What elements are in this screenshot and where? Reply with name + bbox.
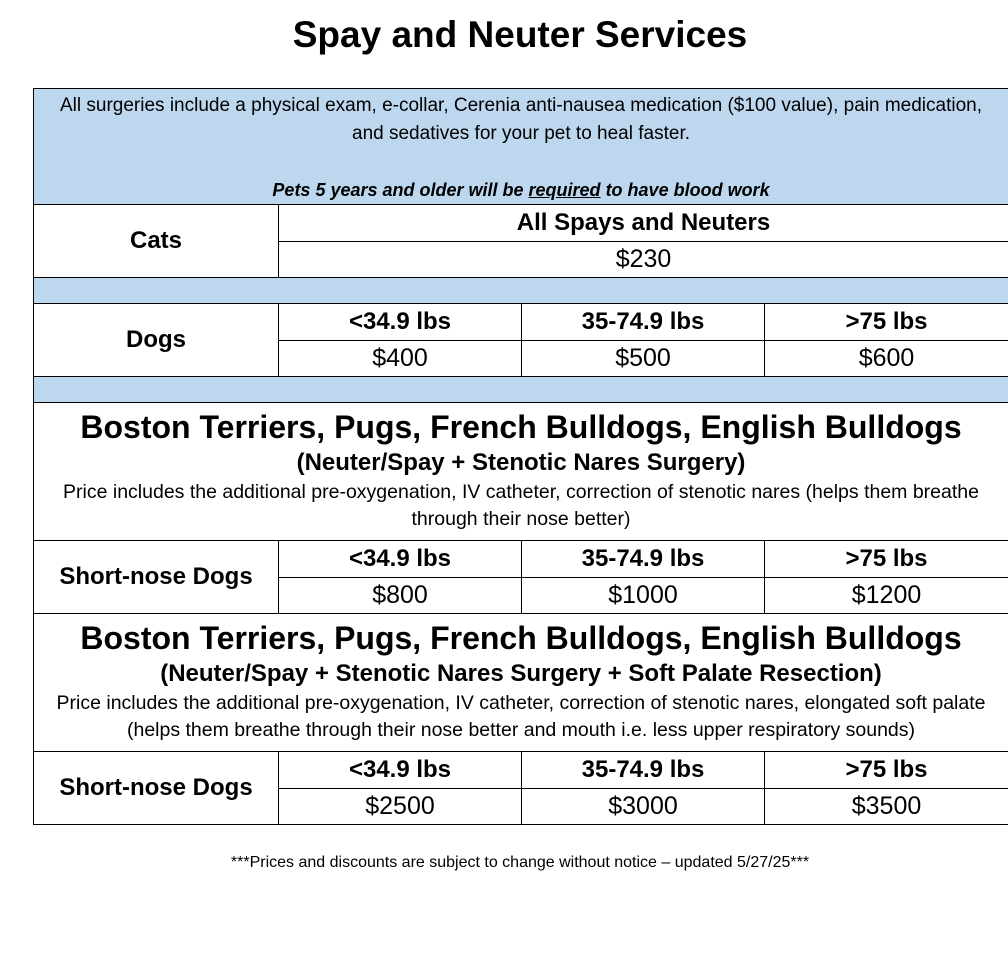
procedure-name: (Neuter/Spay + Stenotic Nares Surgery): [296, 449, 746, 476]
spacer-row: [34, 377, 1008, 403]
short-nose-weight-header: >75 lbs: [765, 541, 1008, 578]
cats-header: All Spays and Neuters: [279, 205, 1008, 242]
dogs-price: $400: [279, 341, 522, 377]
short-nose-price: $2500: [279, 789, 522, 825]
breed-info-block: [34, 403, 1008, 541]
spacer-row: [34, 278, 1008, 304]
cats-header-row: [34, 205, 1008, 242]
intro-text: All surgeries include a physical exam, e-collar, Cerenia anti-nausea medication ($100 value), pain medication, and sedatives for your pet to heal faster.: [60, 95, 982, 144]
blue-spacer: [34, 278, 1008, 304]
breed-list: Boston Terriers, Pugs, French Bulldogs, English Bulldogs: [80, 409, 962, 445]
cats-label: Cats: [34, 205, 279, 278]
note-before: Pets 5 years and older will be: [272, 180, 529, 200]
breed-info-row: [34, 403, 1008, 541]
page-title: Spay and Neuter Services: [292, 14, 748, 55]
breed-list: Boston Terriers, Pugs, French Bulldogs, English Bulldogs: [80, 620, 962, 656]
procedure-description: Price includes the additional pre-oxygenation, IV catheter, correction of stenotic nares (helps them breathe through their nose better): [63, 481, 979, 530]
intro-row: [34, 89, 1008, 205]
dogs-weight-header: >75 lbs: [765, 304, 1008, 341]
short-nose-price: $800: [279, 578, 522, 614]
procedure-description: Price includes the additional pre-oxygenation, IV catheter, correction of stenotic nares, elongated soft palate (helps them breathe through their nose better and mouth i.e. less upper respiratory sounds): [56, 692, 986, 741]
breed-info-block: [34, 614, 1008, 752]
short-nose-weight-header: 35-74.9 lbs: [522, 541, 765, 578]
short-nose-price: $1000: [522, 578, 765, 614]
price-table: [33, 88, 1008, 825]
short-nose-price: $3000: [522, 789, 765, 825]
dogs-price: $500: [522, 341, 765, 377]
note-emphasis: required: [528, 180, 601, 200]
blue-spacer: [34, 377, 1008, 403]
dogs-price: $600: [765, 341, 1008, 377]
short-nose-price: $3500: [765, 789, 1008, 825]
blood-work-note: [42, 176, 1000, 204]
dogs-weight-header: <34.9 lbs: [279, 304, 522, 341]
dogs-header-row: [34, 304, 1008, 341]
cats-price: $230: [279, 242, 1008, 278]
intro-banner: [34, 89, 1008, 205]
breed-info-row: [34, 614, 1008, 752]
short-nose-weight-header: 35-74.9 lbs: [522, 752, 765, 789]
procedure-name: (Neuter/Spay + Stenotic Nares Surgery + Soft Palate Resection): [160, 660, 882, 687]
short-nose-header-row: [34, 541, 1008, 578]
note-after: to have blood work: [600, 180, 770, 200]
short-nose-label: Short-nose Dogs: [34, 541, 279, 614]
short-nose-weight-header: <34.9 lbs: [279, 541, 522, 578]
dogs-label: Dogs: [34, 304, 279, 377]
dogs-weight-header: 35-74.9 lbs: [522, 304, 765, 341]
short-nose-header-row: [34, 752, 1008, 789]
short-nose-weight-header: <34.9 lbs: [279, 752, 522, 789]
disclaimer-footer: ***Prices and discounts are subject to change without notice – updated 5/27/25***: [230, 854, 810, 871]
short-nose-label: Short-nose Dogs: [34, 752, 279, 825]
short-nose-price: $1200: [765, 578, 1008, 614]
short-nose-weight-header: >75 lbs: [765, 752, 1008, 789]
